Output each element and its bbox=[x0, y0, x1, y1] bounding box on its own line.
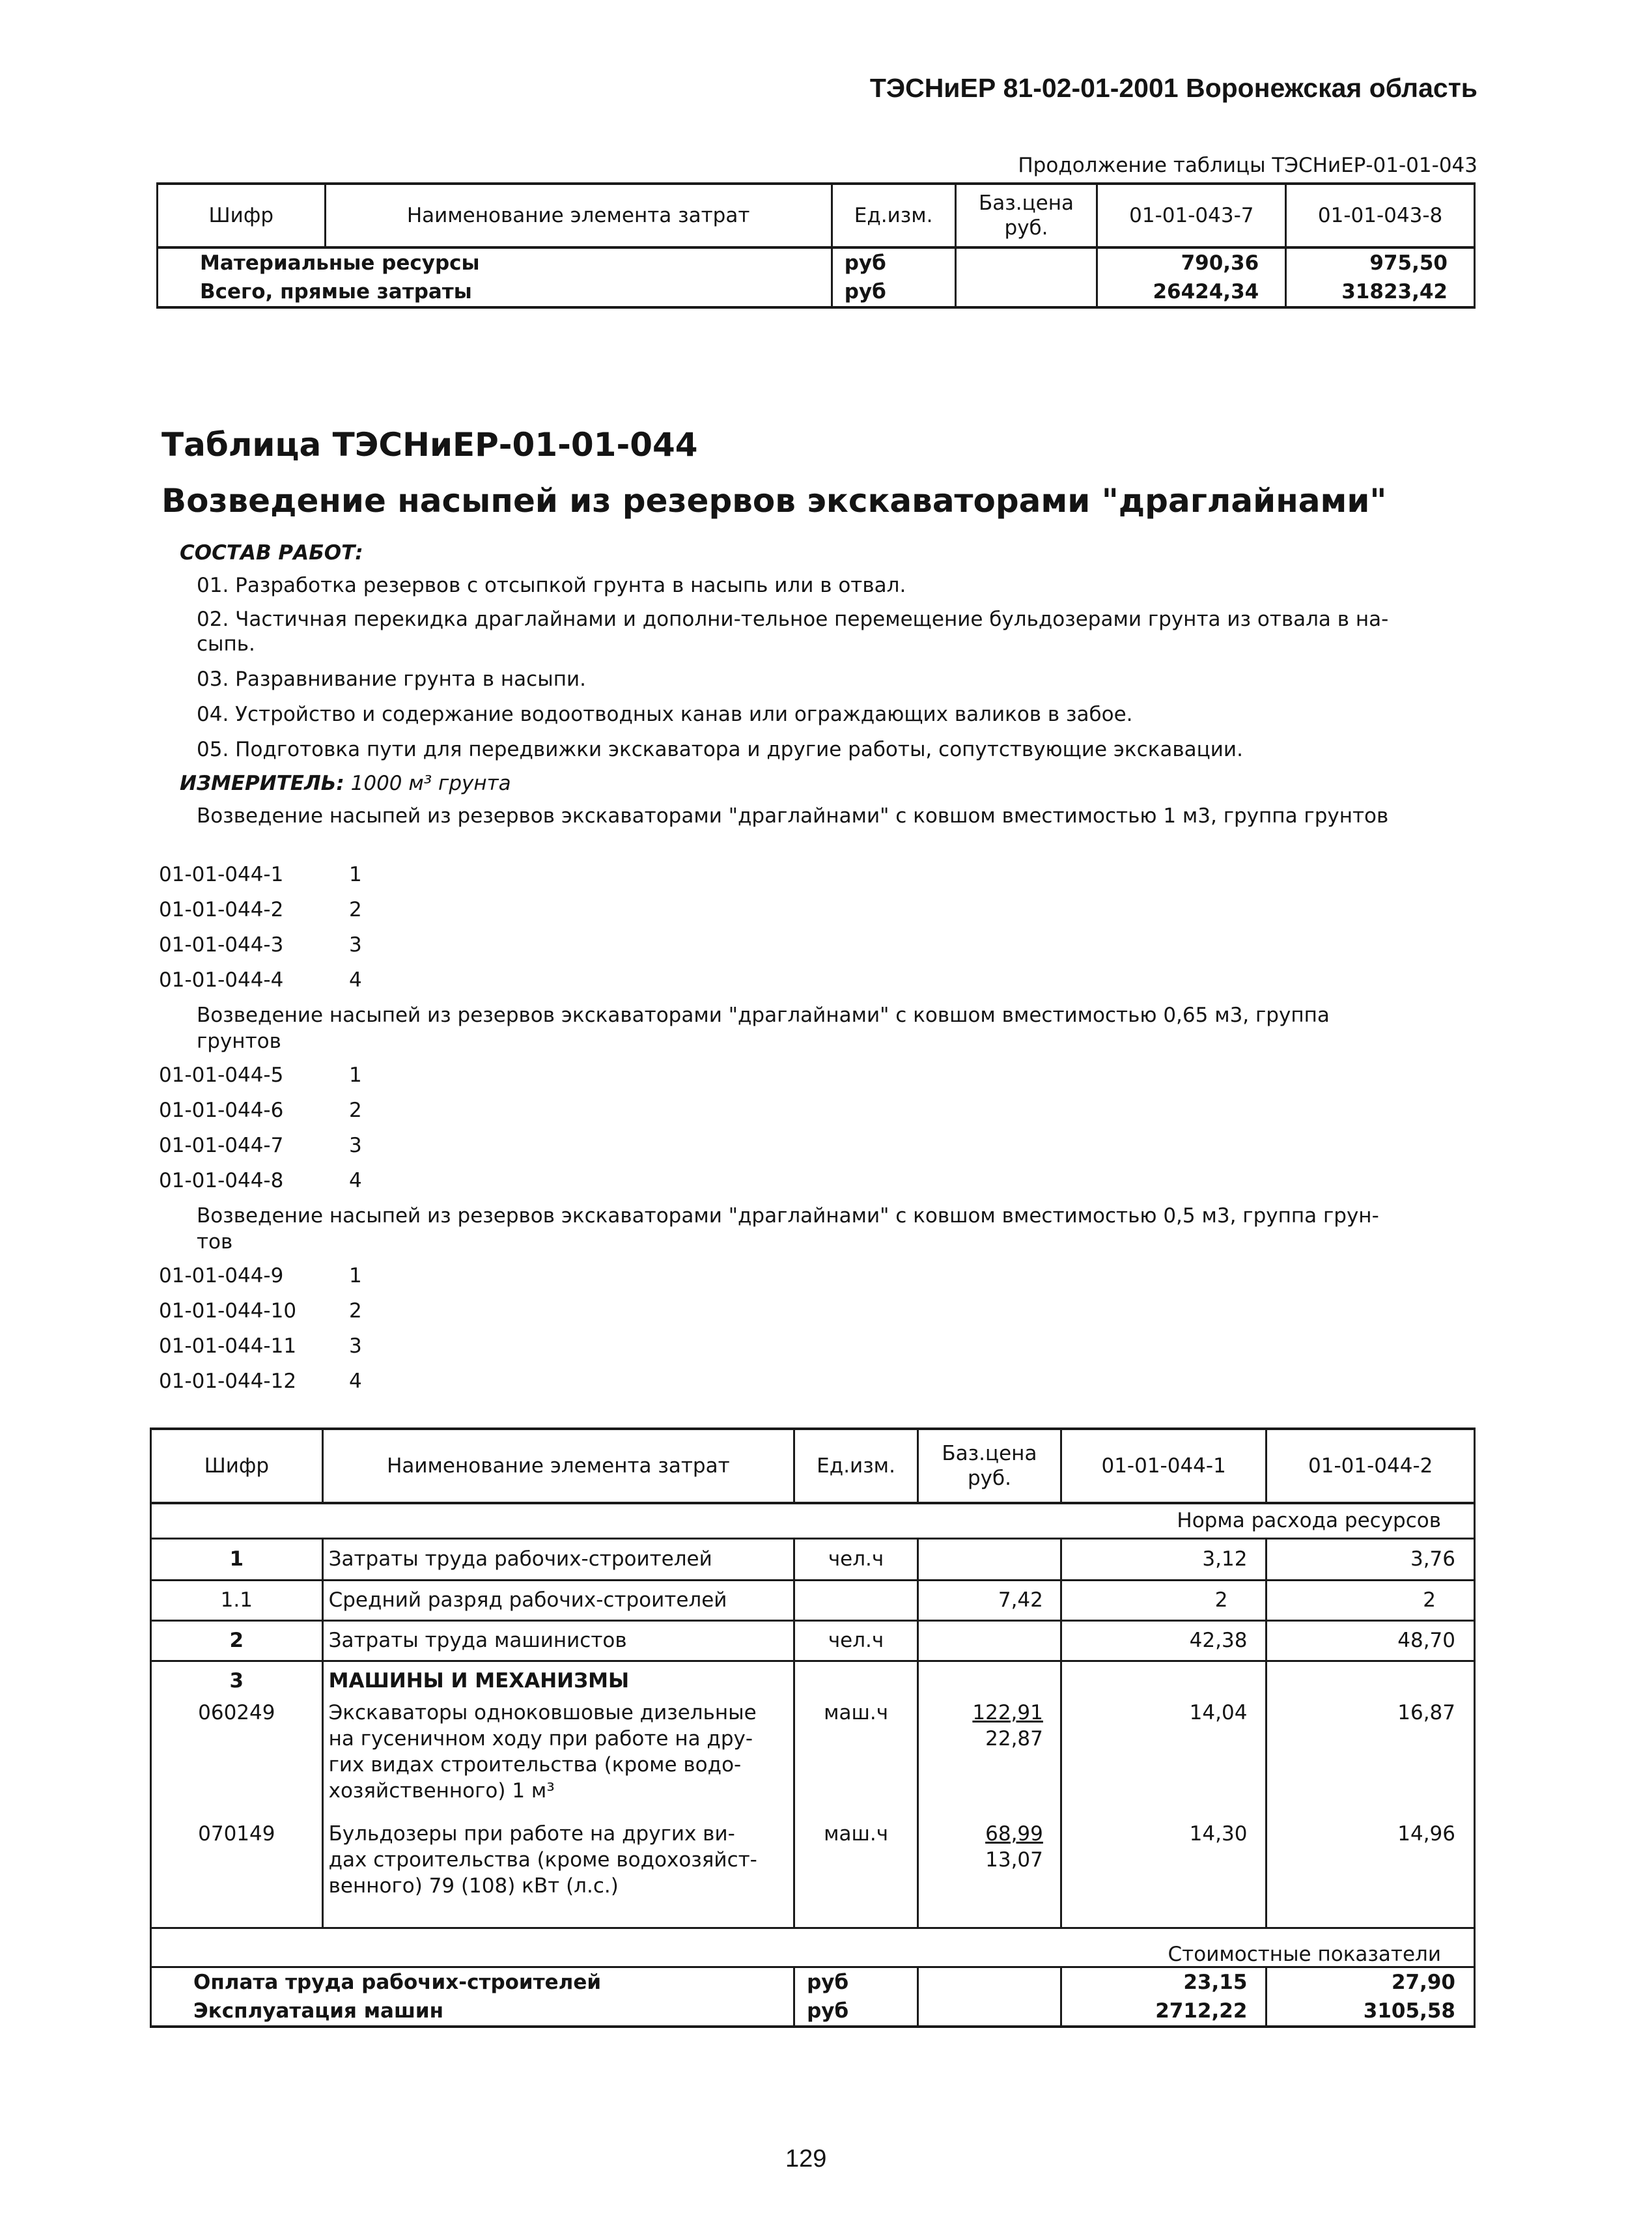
row-unit: руб bbox=[794, 1997, 918, 2027]
group-desc: тов bbox=[197, 1230, 233, 1254]
measure bbox=[180, 766, 511, 801]
table-subtitle: Возведение насыпей из резервов экскаваторами "драглайнами" bbox=[161, 482, 1387, 520]
measure-value: 1000 м³ грунта bbox=[350, 772, 511, 795]
price-line: 68,99 bbox=[985, 1822, 1043, 1846]
group-number: 3 bbox=[349, 1134, 362, 1157]
row-value: 2712,22 bbox=[1061, 1997, 1267, 2027]
measure-label: ИЗМЕРИТЕЛЬ: bbox=[180, 772, 344, 795]
col-header-unit: Ед.изм. bbox=[794, 1429, 918, 1503]
group-number: 3 bbox=[349, 1334, 362, 1358]
name-line: хозяйственного) 1 м³ bbox=[328, 1779, 555, 1803]
row-code: 1 bbox=[151, 1538, 323, 1580]
row-unit: руб bbox=[832, 277, 955, 307]
row-name: Затраты труда рабочих-строителей bbox=[322, 1538, 794, 1580]
col-header-code: Шифр bbox=[158, 184, 326, 247]
code-item: 01-01-044-5 bbox=[159, 1063, 284, 1087]
row-code: 070149 bbox=[151, 1821, 323, 1928]
row-code: 1.1 bbox=[151, 1580, 323, 1620]
work-item: 01. Разработка резервов с отсыпкой грунта в насыпь или в отвал. bbox=[197, 574, 906, 597]
row-value: 3,76 bbox=[1267, 1538, 1475, 1580]
col-header-code: Шифр bbox=[151, 1429, 323, 1503]
code-item: 01-01-044-11 bbox=[159, 1334, 297, 1358]
code-item: 01-01-044-1 bbox=[159, 863, 284, 886]
row-name: Средний разряд рабочих-строителей bbox=[322, 1580, 794, 1620]
work-item: сыпь. bbox=[197, 632, 255, 656]
col-header-code-a: 01-01-043-7 bbox=[1097, 184, 1286, 247]
row-value: 16,87 bbox=[1267, 1700, 1475, 1821]
group-desc: Возведение насыпей из резервов экскаваторами "драглайнами" с ковшом вместимостью 1 м3, группа грунтов bbox=[197, 804, 1389, 828]
cont-table-caption: Продолжение таблицы ТЭСНиЕР-01-01-043 bbox=[1018, 154, 1477, 177]
row-unit: чел.ч bbox=[794, 1620, 918, 1661]
page-number: 129 bbox=[785, 2145, 827, 2173]
code-item: 01-01-044-12 bbox=[159, 1370, 297, 1393]
work-item: 03. Разравнивание грунта в насыпи. bbox=[197, 668, 586, 691]
code-item: 01-01-044-3 bbox=[159, 933, 284, 957]
group-number: 4 bbox=[349, 968, 362, 992]
code-item: 01-01-044-10 bbox=[159, 1299, 297, 1323]
work-item: 04. Устройство и содержание водоотводных канав или ограждающих валиков в забое. bbox=[197, 703, 1133, 726]
row-value: 23,15 bbox=[1061, 1967, 1267, 1997]
row-price: 7,42 bbox=[918, 1580, 1061, 1620]
row-unit: маш.ч bbox=[794, 1700, 918, 1821]
price-line: 22,87 bbox=[985, 1727, 1043, 1751]
group-number: 4 bbox=[349, 1169, 362, 1192]
row-value: 14,30 bbox=[1061, 1821, 1267, 1928]
cont-table bbox=[156, 182, 1476, 309]
price-line: 122,91 bbox=[972, 1701, 1043, 1724]
col-header-code-b: 01-01-043-8 bbox=[1286, 184, 1475, 247]
col-header-name: Наименование элемента затрат bbox=[325, 184, 832, 247]
work-item: 05. Подготовка пути для передвижки экскаватора и другие работы, сопутствующие экскавации. bbox=[197, 738, 1243, 761]
name-line: Бульдозеры при работе на других ви- bbox=[328, 1822, 735, 1846]
group-number: 2 bbox=[349, 1299, 362, 1323]
row-unit: чел.ч bbox=[794, 1538, 918, 1580]
name-line: дах строительства (кроме водохозяйст- bbox=[328, 1848, 757, 1872]
col-header-unit: Ед.изм. bbox=[832, 184, 955, 247]
machine-name bbox=[322, 1700, 794, 1821]
group-number: 1 bbox=[349, 1063, 362, 1087]
row-value: 48,70 bbox=[1267, 1620, 1475, 1661]
code-item: 01-01-044-7 bbox=[159, 1134, 284, 1157]
col-header-code-a: 01-01-044-1 bbox=[1061, 1429, 1267, 1503]
group-number: 2 bbox=[349, 1099, 362, 1122]
group-desc: Возведение насыпей из резервов экскаваторами "драглайнами" с ковшом вместимостью 0,5 м3, группа грун- bbox=[197, 1204, 1379, 1228]
group-number: 4 bbox=[349, 1370, 362, 1393]
price-line: 13,07 bbox=[985, 1848, 1043, 1872]
group-number: 1 bbox=[349, 1264, 362, 1287]
section-name: МАШИНЫ И МЕХАНИЗМЫ bbox=[322, 1661, 794, 1700]
col-header-price: Баз.цена руб. bbox=[955, 184, 1097, 247]
row-value: 42,38 bbox=[1061, 1620, 1267, 1661]
table-title: Таблица ТЭСНиЕР-01-01-044 bbox=[161, 426, 698, 464]
name-line: на гусеничном ходу при работе на дру- bbox=[328, 1727, 753, 1751]
row-price bbox=[918, 1821, 1061, 1928]
name-line: гих видах строительства (кроме водо- bbox=[328, 1753, 742, 1777]
group-desc: Возведение насыпей из резервов экскаваторами "драглайнами" с ковшом вместимостью 0,65 м3, группа bbox=[197, 1004, 1330, 1027]
group-number: 1 bbox=[349, 863, 362, 886]
row-value: 14,96 bbox=[1267, 1821, 1475, 1928]
row-value: 14,04 bbox=[1061, 1700, 1267, 1821]
col-header-price: Баз.цена руб. bbox=[918, 1429, 1061, 1503]
row-value: 27,90 bbox=[1267, 1967, 1475, 1997]
row-value: 26424,34 bbox=[1097, 277, 1286, 307]
works-label: СОСТАВ РАБОТ: bbox=[180, 541, 363, 565]
row-value: 31823,42 bbox=[1286, 277, 1475, 307]
code-item: 01-01-044-8 bbox=[159, 1169, 284, 1192]
group-number: 3 bbox=[349, 933, 362, 957]
row-value: 2 bbox=[1267, 1580, 1475, 1620]
col-header-name: Наименование элемента затрат bbox=[322, 1429, 794, 1503]
name-line: Экскаваторы одноковшовые дизельные bbox=[328, 1701, 757, 1724]
name-line: венного) 79 (108) кВт (л.с.) bbox=[328, 1874, 619, 1898]
group-desc: грунтов bbox=[197, 1030, 281, 1053]
row-unit: маш.ч bbox=[794, 1821, 918, 1928]
row-unit: руб bbox=[832, 247, 955, 277]
resources-table bbox=[150, 1427, 1476, 2028]
row-value: 790,36 bbox=[1097, 247, 1286, 277]
row-value: 3,12 bbox=[1061, 1538, 1267, 1580]
row-name: Затраты труда машинистов bbox=[322, 1620, 794, 1661]
machine-name bbox=[322, 1821, 794, 1928]
row-value: 3105,58 bbox=[1267, 1997, 1475, 2027]
cost-label: Стоимостные показатели bbox=[151, 1928, 1475, 1967]
col-header-code-b: 01-01-044-2 bbox=[1267, 1429, 1475, 1503]
code-item: 01-01-044-9 bbox=[159, 1264, 284, 1287]
code-item: 01-01-044-4 bbox=[159, 968, 284, 992]
row-label: Материальные ресурсы bbox=[158, 247, 832, 277]
row-value: 2 bbox=[1061, 1580, 1267, 1620]
row-code: 2 bbox=[151, 1620, 323, 1661]
running-header: ТЭСНиЕР 81-02-01-2001 Воронежская область bbox=[869, 73, 1477, 103]
row-label: Всего, прямые затраты bbox=[158, 277, 832, 307]
code-item: 01-01-044-2 bbox=[159, 898, 284, 921]
row-value: 975,50 bbox=[1286, 247, 1475, 277]
code-item: 01-01-044-6 bbox=[159, 1099, 284, 1122]
row-label: Эксплуатация машин bbox=[151, 1997, 794, 2027]
work-item: 02. Частичная перекидка драглайнами и дополни-тельное перемещение бульдозерами грунта из отвала в на- bbox=[197, 608, 1389, 631]
norm-label: Норма расхода ресурсов bbox=[151, 1503, 1475, 1538]
row-price bbox=[918, 1700, 1061, 1821]
row-code: 060249 bbox=[151, 1700, 323, 1821]
group-number: 2 bbox=[349, 898, 362, 921]
row-label: Оплата труда рабочих-строителей bbox=[151, 1967, 794, 1997]
row-unit: руб bbox=[794, 1967, 918, 1997]
row-code: 3 bbox=[151, 1661, 323, 1700]
